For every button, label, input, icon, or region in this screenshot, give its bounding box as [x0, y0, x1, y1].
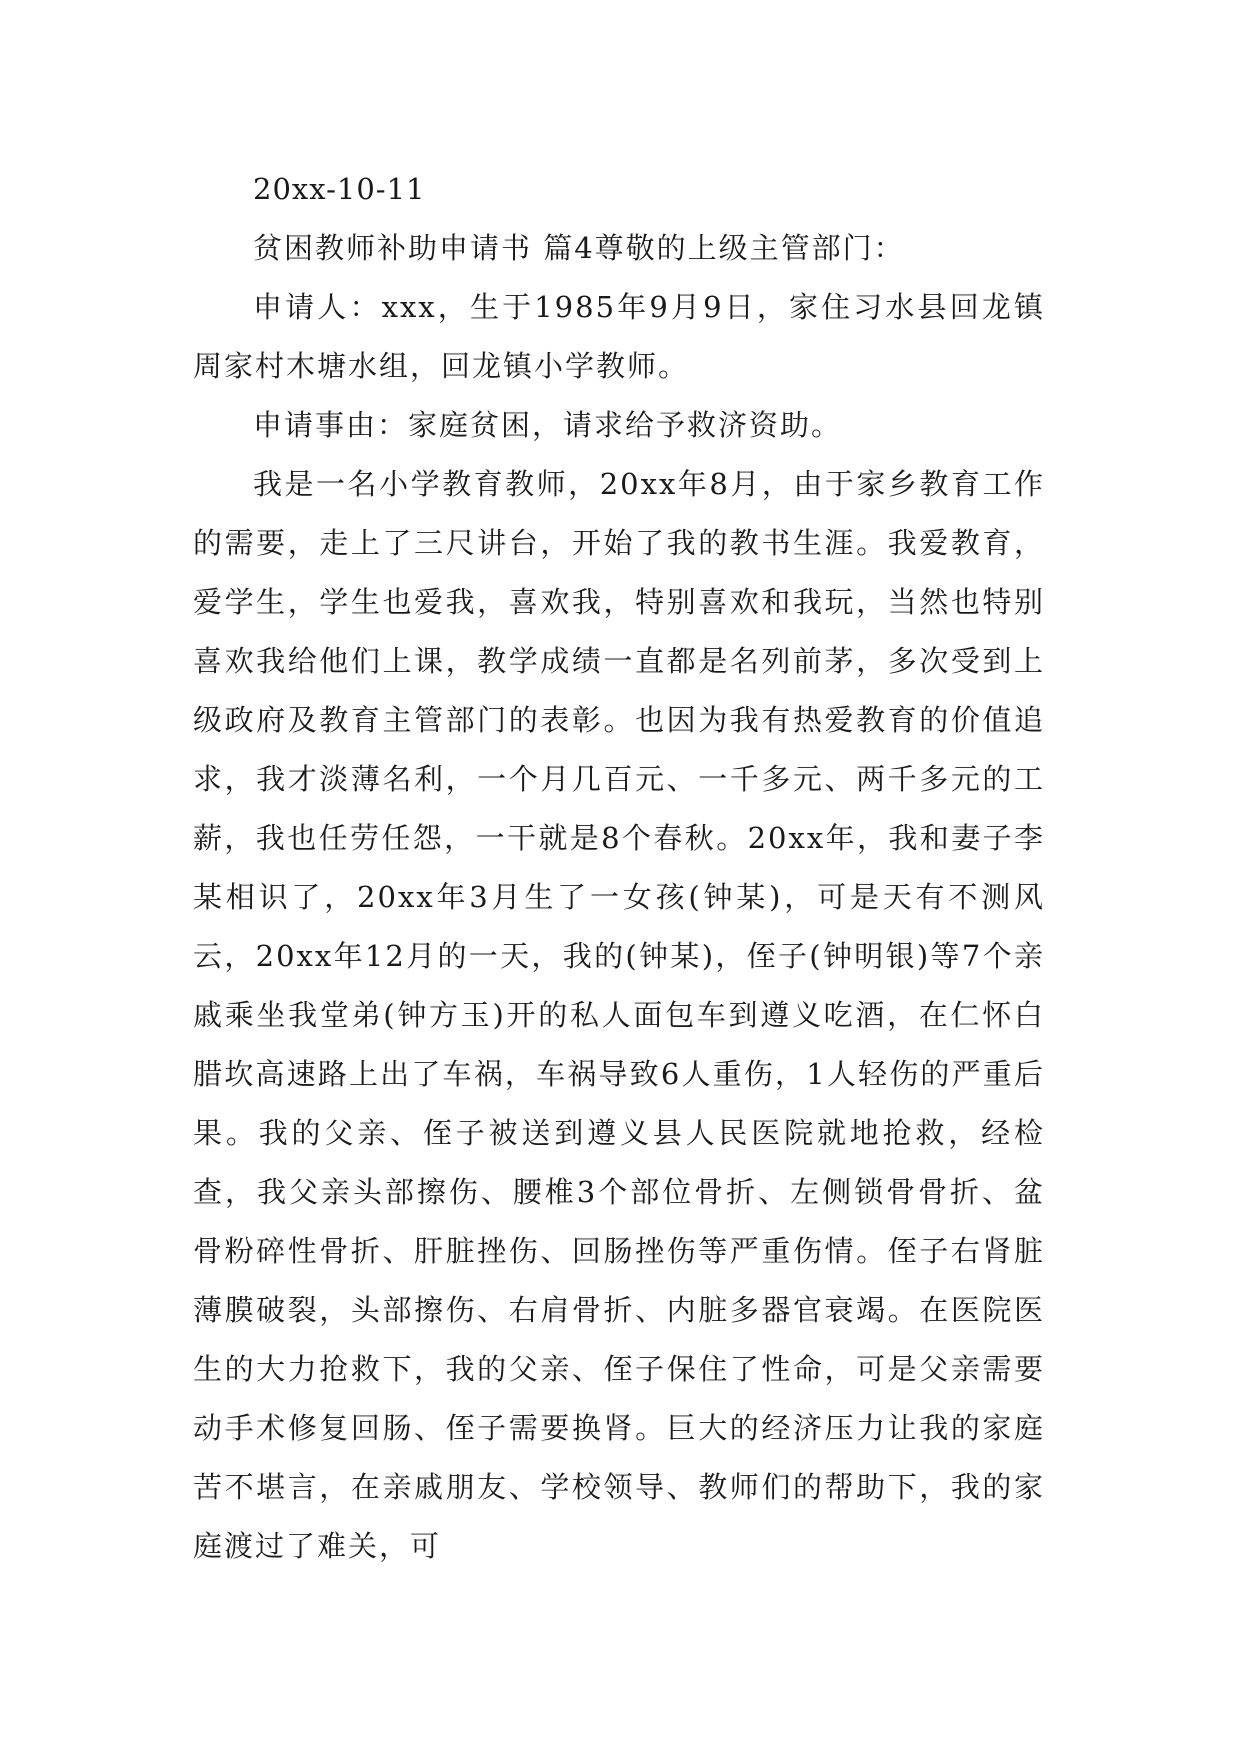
body-paragraph: 我是一名小学教育教师，20xx年8月，由于家乡教育工作的需要，走上了三尺讲台，开始了我的教书生涯。我爱教育，爱学生，学生也爱我，喜欢我，特别喜欢和我玩，当然也特别喜欢我给他们上课，教学成绩一直都是名列前茅，多次受到上级政府及教育主管部门的表彰。也因为我有热爱教育的价值追求，我才淡薄名利，一个月几百元、一千多元、两千多元的工薪，我也任劳任怨，一干就是8个春秋。20xx年，我和妻子李某相识了，20xx年3月生了一女孩(钟某)，可是天有不测风云，20xx年12月的一天，我的(钟某)，侄子(钟明银)等7个亲戚乘坐我堂弟(钟方玉)开的私人面包车到遵义吃酒，在仁怀白腊坎高速路上出了车祸，车祸导致6人重伤，1人轻伤的严重后果。我的父亲、侄子被送到遵义县人民医院就地抢救，经检查，我父亲头部擦伤、腰椎3个部位骨折、左侧锁骨骨折、盆骨粉碎性骨折、肝脏挫伤、回肠挫伤等严重伤情。侄子右肾脏薄膜破裂，头部擦伤、右肩骨折、内脏多器官衰竭。在医院医生的大力抢救下，我的父亲、侄子保住了性命，可是父亲需要动手术修复回肠、侄子需要换肾。巨大的经济压力让我的家庭苦不堪言，在亲戚朋友、学校领导、教师们的帮助下，我的家庭渡过了难关，可 [193, 467, 1045, 1563]
reason-paragraph: 申请事由：家庭贫困，请求给予救济资助。 [253, 408, 843, 442]
document-date: 20xx-10-11 [253, 172, 426, 206]
document-title-line: 贫困教师补助申请书 篇4尊敬的上级主管部门： [253, 231, 905, 265]
applicant-paragraph: 申请人：xxx，生于1985年9月9日，家住习水县回龙镇周家村木塘水组，回龙镇小学教师。 [193, 290, 1045, 383]
document-text [193, 160, 1045, 1576]
